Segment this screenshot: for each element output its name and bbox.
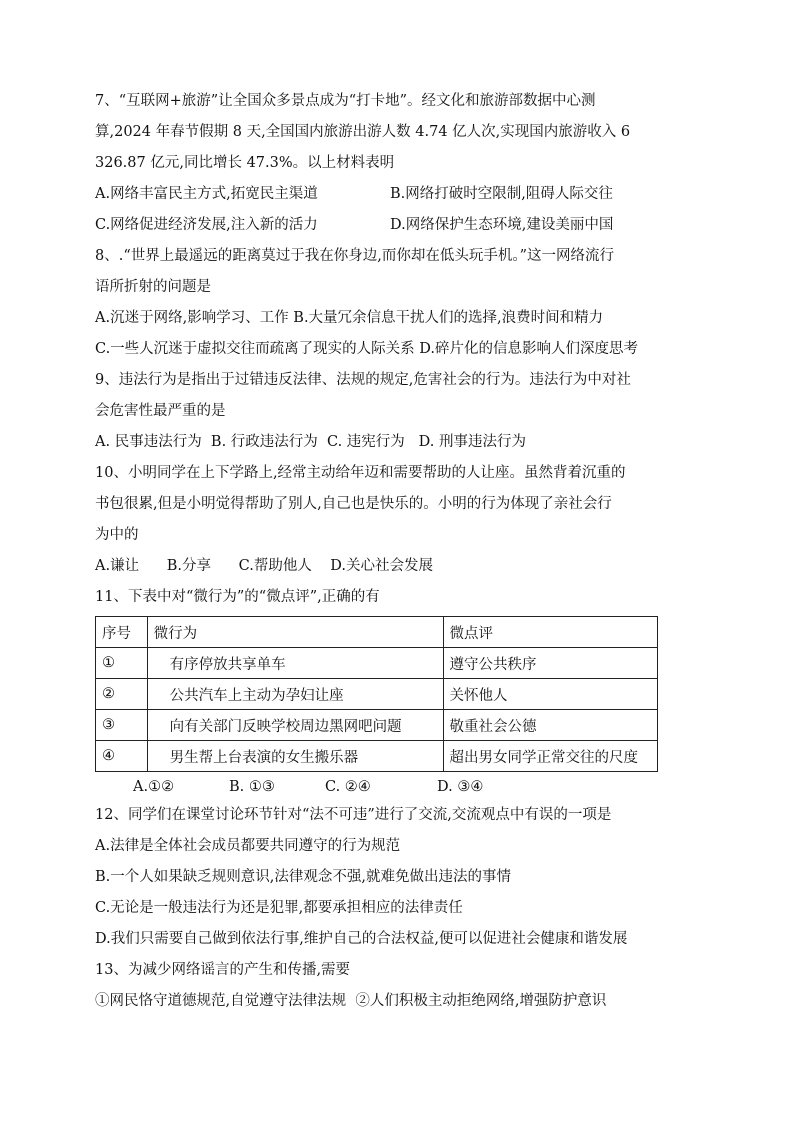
question-13-items: ①网民恪守道德规范,自觉遵守法律法规 ②人们积极主动拒绝网络,增强防护意识 [95, 993, 607, 1009]
question-13 [95, 955, 705, 1017]
option-b: B.网络打破时空限制,阻碍人际交往 [390, 186, 613, 202]
option-c: C.网络促进经济发展,注入新的活力 [95, 217, 318, 233]
option-a: A.法律是全体社会成员都要共同遵守的行为规范 [95, 838, 401, 854]
question-7-options-row-2 [95, 210, 705, 241]
question-9-options: A. 民事违法行为 B. 行政违法行为 C. 违宪行为 D. 刑事违法行为 [95, 434, 526, 450]
question-11-title: 11、下表中对“微行为”的“微点评”,正确的有 [95, 589, 380, 605]
option-d: D. ③④ [437, 779, 484, 795]
question-9-line-2: 会危害性最严重的是 [95, 403, 226, 419]
table-cell: ③ [96, 710, 148, 741]
table-cell: 公共汽车上主动为孕妇让座 [147, 679, 443, 710]
table-header-row [96, 617, 658, 648]
table-header-cell: 微行为 [147, 617, 443, 648]
option-d: D.网络保护生态环境,建设美丽中国 [390, 217, 614, 233]
table-cell: 有序停放共享单车 [147, 648, 443, 679]
question-10-options: A.谦让 B.分享 C.帮助他人 D.关心社会发展 [95, 558, 433, 574]
question-8-options-row-2: C.一些人沉迷于虚拟交往而疏离了现实的人际关系 D.碎片化的信息影响人们深度思考 [95, 341, 639, 357]
table-cell: 敬重社会公德 [443, 710, 657, 741]
question-7-line-3: 326.87 亿元,同比增长 47.3%。以上材料表明 [95, 155, 395, 171]
option-c: C. ②④ [325, 779, 371, 795]
table-cell: 超出男女同学正常交往的尺度 [443, 741, 657, 772]
table-header-cell: 微点评 [443, 617, 657, 648]
question-11 [95, 582, 705, 800]
table-header-cell: 序号 [96, 617, 148, 648]
question-8-options-row-1: A.沉迷于网络,影响学习、工作 B.大量冗余信息干扰人们的选择,浪费时间和精力 [95, 310, 604, 326]
table-cell: 男生帮上台表演的女生搬乐器 [147, 741, 443, 772]
table-cell: 向有关部门反映学校周边黑网吧问题 [147, 710, 443, 741]
option-d: D.我们只需要自己做到依法行事,维护自己的合法权益,便可以促进社会健康和谐发展 [95, 931, 628, 947]
micro-behavior-table [95, 616, 658, 772]
table-row [96, 710, 658, 741]
question-13-title: 13、为减少网络谣言的产生和传播,需要 [95, 962, 351, 978]
question-10-line-3: 为中的 [95, 527, 139, 543]
question-10-line-2: 书包很累,但是小明觉得帮助了别人,自己也是快乐的。小明的行为体现了亲社会行 [95, 496, 612, 512]
question-7 [95, 86, 705, 241]
option-b: B.一个人如果缺乏规则意识,法律观念不强,就难免做出违法的事情 [95, 869, 511, 885]
question-7-line-1: 7、“互联网+旅游”让全国众多景点成为“打卡地”。经文化和旅游部数据中心测 [95, 93, 596, 109]
question-8-line-1: 8、.“世界上最遥远的距离莫过于我在你身边,而你却在低头玩手机。”这一网络流行 [95, 248, 615, 264]
question-12-title: 12、同学们在课堂讨论环节针对“法不可违”进行了交流,交流观点中有误的一项是 [95, 807, 612, 823]
question-7-options-row-1 [95, 179, 705, 210]
table-cell: 遵守公共秩序 [443, 648, 657, 679]
question-12 [95, 800, 705, 955]
table-row [96, 679, 658, 710]
question-10 [95, 458, 705, 582]
option-a: A.①② [133, 779, 175, 795]
table-cell: ① [96, 648, 148, 679]
question-10-line-1: 10、小明同学在上下学路上,经常主动给年迈和需要帮助的人让座。虽然背着沉重的 [95, 465, 626, 481]
table-row [96, 741, 658, 772]
question-8-line-2: 语所折射的问题是 [95, 279, 211, 295]
option-c: C.无论是一般违法行为还是犯罪,都要承担相应的法律责任 [95, 900, 463, 916]
question-7-line-2: 算,2024 年春节假期 8 天,全国国内旅游出游人数 4.74 亿人次,实现国内旅游收入 6 [95, 124, 631, 140]
question-8 [95, 241, 705, 365]
table-row [96, 648, 658, 679]
question-9-line-1: 9、违法行为是指出于过错违反法律、法规的规定,危害社会的行为。违法行为中对社 [95, 372, 631, 388]
option-a: A.网络丰富民主方式,拓宽民主渠道 [95, 186, 318, 202]
question-11-options [95, 774, 705, 800]
option-b: B. ①③ [229, 779, 275, 795]
question-9 [95, 365, 705, 458]
exam-page [95, 86, 705, 1017]
table-cell: ② [96, 679, 148, 710]
table-cell: 关怀他人 [443, 679, 657, 710]
table-cell: ④ [96, 741, 148, 772]
